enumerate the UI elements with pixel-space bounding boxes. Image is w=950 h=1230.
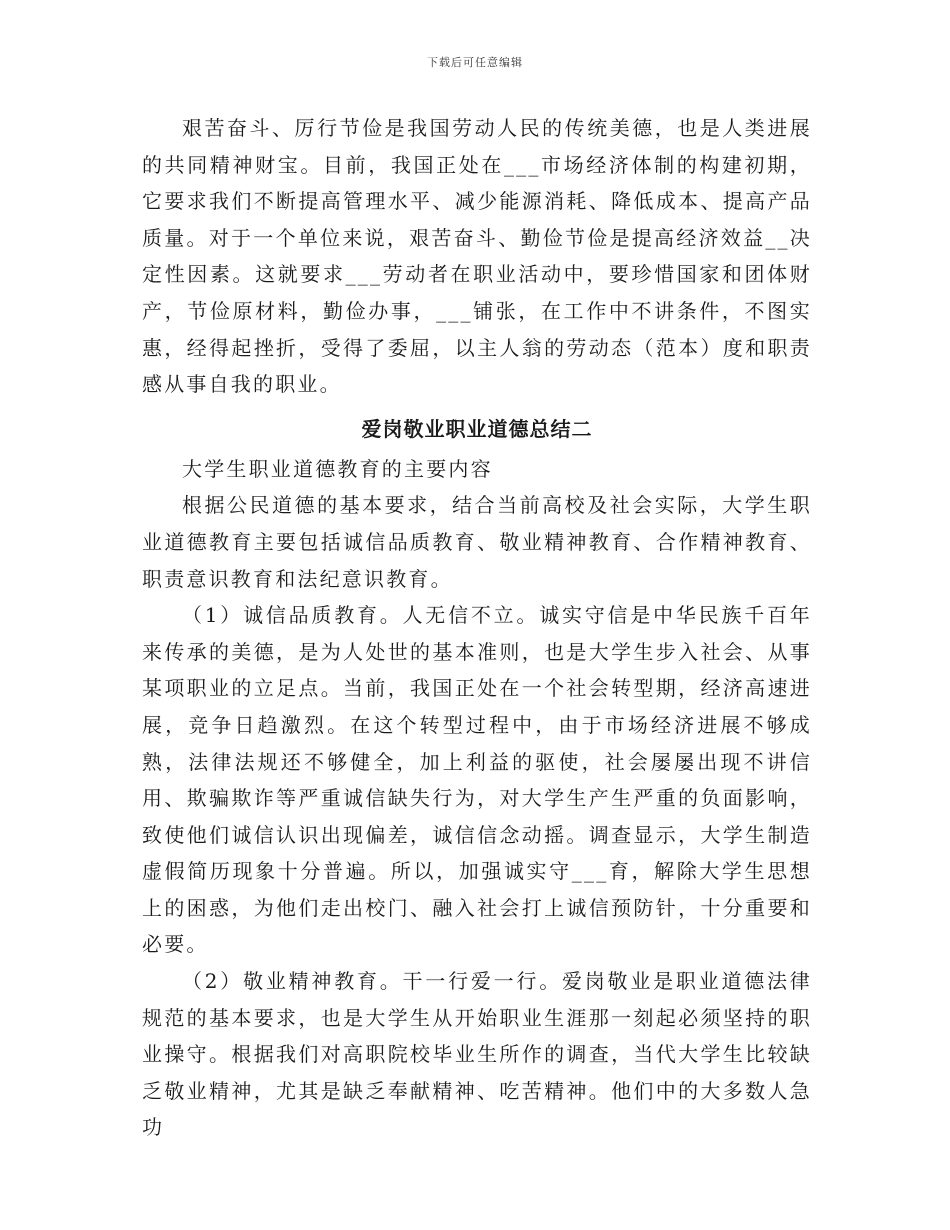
paragraph-frugality: 艰苦奋斗、厉行节俭是我国劳动人民的传统美德，也是人类进展的共同精神财宝。目前，我国正处在___市场经济体制的构建初期，它要求我们不断提高管理水平、减少能源消耗、降低成本、提高产品质量。对于一个单位来说，艰苦奋斗、勤俭节俭是提高经济效益__决定性因素。这就要求___劳动者在职业活动中，要珍惜国家和团体财产，节俭原材料，勤俭办事，___铺张，在工作中不讲条件，不图实惠，经得起挫折，受得了委屈，以主人翁的劳动态（范本）度和职责感从事自我的职业。 <box>142 116 812 397</box>
paragraph-moral-education: 根据公民道德的基本要求，结合当前高校及社会实际，大学生职业道德教育主要包括诚信品质教育、敬业精神教育、合作精神教育、职责意识教育和法纪意识教育。 <box>142 493 812 591</box>
document-body <box>142 110 812 1146</box>
paragraph-integrity-education: （1）诚信品质教育。人无信不立。诚实守信是中华民族千百年来传承的美德，是为人处世的基本准则，也是大学生步入社会、从事某项职业的立足点。当前，我国正处在一个社会转型期，经济高速进展，竞争日趋激烈。在这个转型过程中，由于市场经济进展不够成熟，法律法规还不够健全，加上利益的驱使，社会屡屡出现不讲信用、欺骗欺诈等严重诚信缺失行为，对大学生产生严重的负面影响，致使他们诚信认识出现偏差，诚信信念动摇。调查显示，大学生制造虚假简历现象十分普遍。所以，加强诚实守___育，解除大学生思想上的困惑，为他们走出校门、融入社会打上诚信预防针，十分重要和必要。 <box>142 603 812 957</box>
page-header-note: 下载后可任意编辑 <box>427 56 523 69</box>
section-title: 爱岗敬业职业道德总结二 <box>361 416 593 441</box>
subtitle-main-content: 大学生职业道德教育的主要内容 <box>182 456 493 481</box>
paragraph-dedication-education: （2）敬业精神教育。干一行爱一行。爱岗敬业是职业道德法律规范的基本要求，也是大学生从开始职业生涯那一刻起必须坚持的职业操守。根据我们对高职院校毕业生所作的调查，当代大学生比较缺乏敬业精神，尤其是缺乏奉献精神、吃苦精神。他们中的大多数人急功 <box>142 969 812 1140</box>
